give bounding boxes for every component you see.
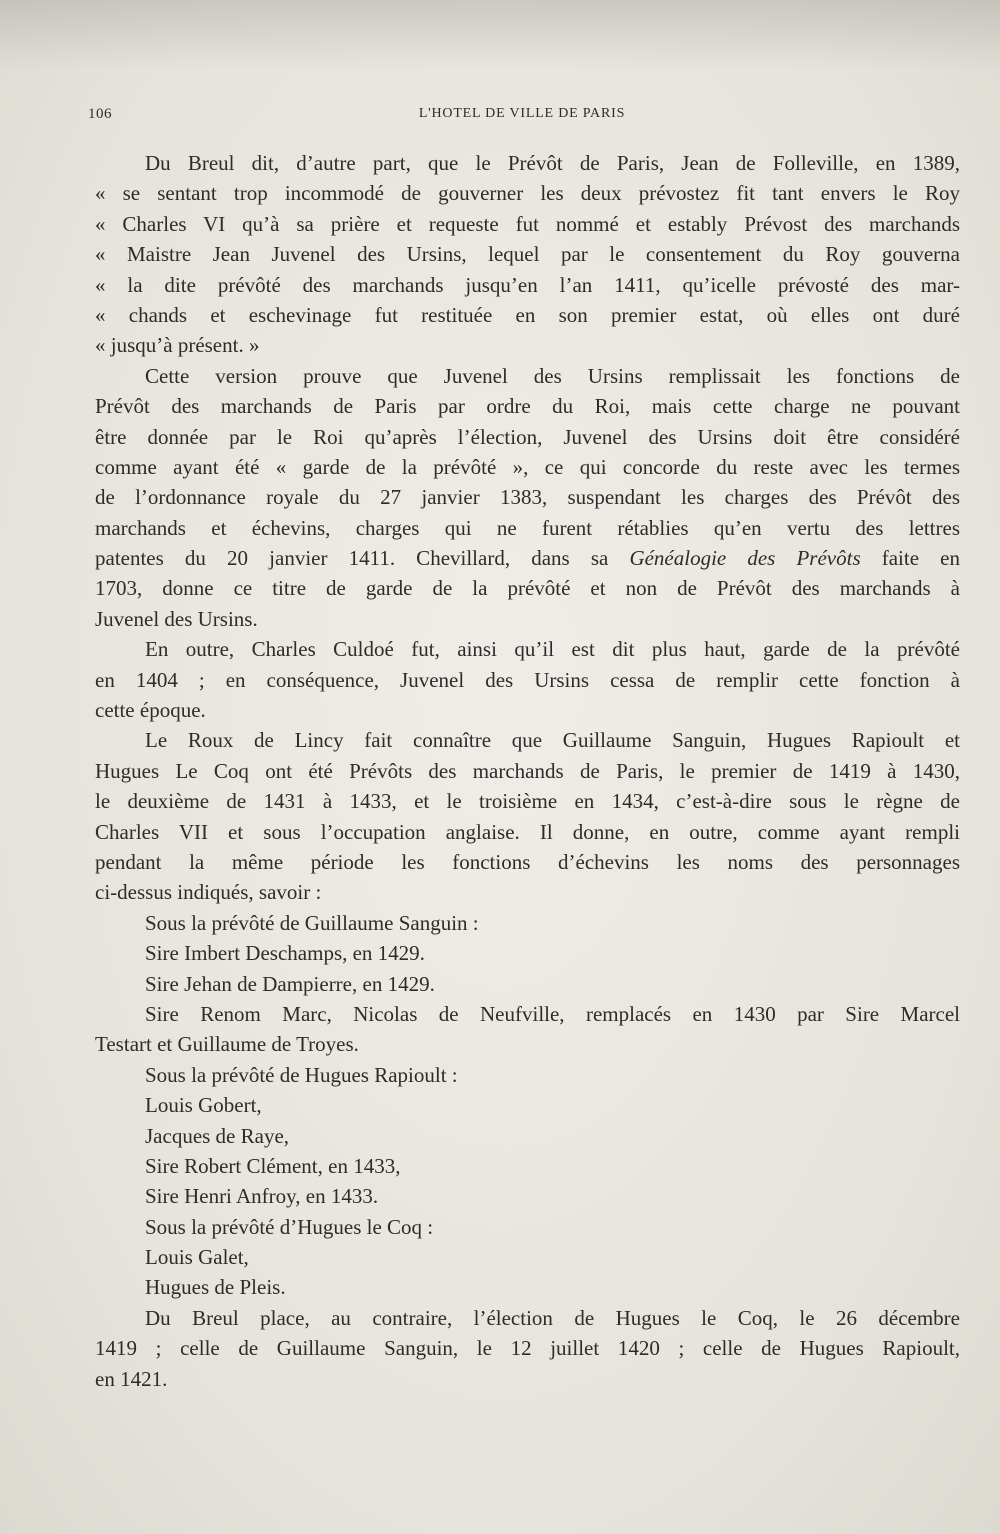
text-line: Louis Gobert,: [145, 1093, 262, 1118]
text-line: Sire Robert Clément, en 1433,: [145, 1153, 401, 1178]
text-line: Testart et Guillaume de Troyes.: [95, 1032, 359, 1057]
text-line: le deuxième de 1431 à 1433, et le troisième en 1434, c’est-à-dire sous le règne de: [95, 789, 960, 814]
text-line: marchands et échevins, charges qui ne furent rétablies qu’en vertu des lettres: [95, 515, 960, 540]
text-line: Charles VII et sous l’occupation anglaise. Il donne, en outre, comme ayant rempli: [95, 819, 960, 844]
text-line: Hugues de Pleis.: [145, 1275, 286, 1300]
text-line: Le Roux de Lincy fait connaître que Guillaume Sanguin, Hugues Rapioult et: [145, 728, 960, 753]
page-edge-shadow: [0, 0, 1000, 70]
page-number: 106: [88, 106, 112, 122]
text-line: Prévôt des marchands de Paris par ordre du Roi, mais cette charge ne pouvant: [95, 394, 960, 419]
text-line: Jacques de Raye,: [145, 1123, 290, 1148]
text-line: Sous la prévôté d’Hugues le Coq :: [145, 1214, 434, 1239]
running-title: L'HOTEL DE VILLE DE PARIS: [418, 106, 626, 121]
text-line: 1703, donne ce titre de garde de la prévôté et non de Prévôt des marchands à: [95, 576, 960, 601]
text-line: Hugues Le Coq ont été Prévôts des marchands de Paris, le premier de 1419 à 1430,: [95, 758, 960, 783]
text-line: Sire Henri Anfroy, en 1433.: [145, 1184, 379, 1209]
text-line: [95, 543, 960, 573]
text-line: « Maistre Jean Juvenel des Ursins, lequel par le consentement du Roy gouverna: [95, 242, 960, 267]
text-line: cette époque.: [95, 698, 206, 723]
text-line: Louis Galet,: [145, 1245, 249, 1270]
book-title-italic: Généalogie des Prévôts: [629, 546, 861, 571]
text-line: 1419 ; celle de Guillaume Sanguin, le 12 juillet 1420 ; celle de Hugues Rapioult,: [95, 1336, 960, 1361]
text-line: « Charles VI qu’à sa prière et requeste fut nommé et estably Prévost des marchands: [95, 211, 960, 236]
text-line: Du Breul place, au contraire, l’élection de Hugues le Coq, le 26 décembre: [145, 1305, 960, 1330]
text-line: ci-dessus indiqués, savoir :: [95, 880, 322, 905]
text-line: « jusqu’à présent. »: [95, 333, 260, 358]
text-line: En outre, Charles Culdoé fut, ainsi qu’il est dit plus haut, garde de la prévôté: [145, 637, 960, 662]
text-line: Sous la prévôté de Hugues Rapioult :: [145, 1062, 458, 1087]
body-text: [95, 148, 960, 1394]
text-line: Cette version prouve que Juvenel des Ursins remplissait les fonctions de: [145, 363, 960, 388]
text-line: Sire Jehan de Dampierre, en 1429.: [145, 971, 435, 996]
text-line: « la dite prévôté des marchands jusqu’en l’an 1411, qu’icelle prévosté des mar-: [95, 272, 960, 297]
text-line: Sire Renom Marc, Nicolas de Neufville, remplacés en 1430 par Sire Marcel: [145, 1001, 960, 1026]
text-line: être donnée par le Roi qu’après l’élection, Juvenel des Ursins doit être considéré: [95, 424, 960, 449]
text-run: faite en: [860, 546, 960, 571]
text-line: « se sentant trop incommodé de gouverner les deux prévostez fit tant envers le Roy: [95, 181, 960, 206]
text-line: « chands et eschevinage fut restituée en son premier estat, où elles ont duré: [95, 302, 960, 327]
text-line: pendant la même période les fonctions d’échevins les noms des personnages: [95, 849, 960, 874]
text-run: patentes du 20 janvier 1411. Chevillard, dans sa: [95, 546, 630, 571]
text-line: Sire Imbert Deschamps, en 1429.: [145, 941, 425, 966]
text-line: Juvenel des Ursins.: [95, 606, 258, 631]
text-line: Du Breul dit, d’autre part, que le Prévôt de Paris, Jean de Folleville, en 1389,: [145, 151, 960, 175]
page-header: [88, 106, 956, 128]
text-line: de l’ordonnance royale du 27 janvier 1383, suspendant les charges des Prévôt des: [95, 485, 960, 510]
text-line: en 1404 ; en conséquence, Juvenel des Ursins cessa de remplir cette fonction à: [95, 667, 960, 692]
text-line: comme ayant été « garde de la prévôté », ce qui concorde du reste avec les termes: [95, 454, 960, 479]
text-line: en 1421.: [95, 1366, 168, 1391]
text-line: Sous la prévôté de Guillaume Sanguin :: [145, 910, 479, 935]
